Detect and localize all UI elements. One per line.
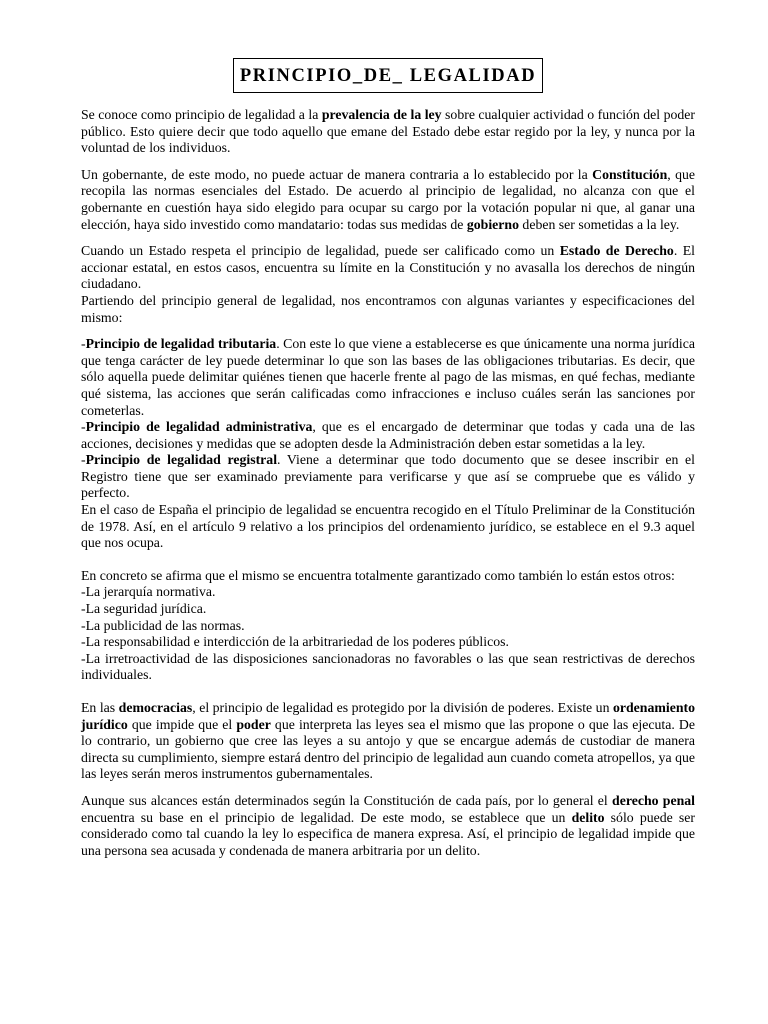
paragraph-garantias-intro: En concreto se afirma que el mismo se encuentra totalmente garantizado como también lo están estos otros:	[81, 567, 675, 583]
paragraph-legalidad-administrativa: -Principio de legalidad administrativa, que es el encargado de determinar que todas y cada una de las acciones, decisiones y medidas que se adopten desde la Administración deben estar sometidas a la ley.	[81, 419, 696, 451]
paragraph-estado-de-derecho: Cuando un Estado respeta el principio de legalidad, puede ser calificado como un Estado de Derecho. El accionar estatal, en estos casos, encuentra su límite en la Constitución y no avasalla los derechos de ningún ciudadano.	[81, 243, 695, 292]
garantias-list	[81, 584, 695, 684]
bold-term: democracias	[118, 700, 193, 715]
bold-term: ordenamiento jurídico	[81, 700, 695, 732]
paragraph-espana: En el caso de España el principio de legalidad se encuentra recogido en el Título Preliminar de la Constitución de 1978. Así, en el artículo 9 relativo a los principios del ordenamiento jurídico, se establece en el 9.3 aquel que nos ocupa.	[81, 502, 695, 551]
list-item: -La publicidad de las normas.	[81, 617, 245, 633]
paragraph-legalidad-registral: -Principio de legalidad registral. Viene a determinar que todo documento que se desee inscribir en el Registro tiene que ser examinado previamente para verificarse y que así se compruebe que es válido y perfecto.	[81, 452, 695, 501]
list-item: -La jerarquía normativa.	[81, 584, 216, 600]
bold-term: Constitución	[592, 166, 668, 182]
paragraph-definition: Se conoce como principio de legalidad a la prevalencia de la ley sobre cualquier actividad o función del poder público. Esto quiere decir que todo aquello que emane del Estado debe estar regido por la ley, y nunca por la voluntad de los individuos.	[81, 107, 695, 156]
bold-term: derecho penal	[612, 792, 695, 808]
bold-term: Principio de legalidad administrativa	[85, 419, 313, 435]
bold-term: Principio de legalidad registral	[85, 452, 278, 468]
title-container	[81, 58, 695, 93]
paragraph-legalidad-tributaria: -Principio de legalidad tributaria. Con este lo que viene a establecerse es que únicamente una norma jurídica que tenga carácter de ley puede determinar lo que son las bases de las obligaciones tributarias. Es decir, que sólo aquella puede delimitar quiénes tienen que hacerle frente al pago de las mismas, en qué fechas, mediante qué sistema, las acciones que serán calificadas como infracciones e incluso cuáles serán las sanciones por cometerlas.	[81, 336, 695, 418]
list-item: -La irretroactividad de las disposiciones sancionadoras no favorables o las que sean restrictivas de derechos individuales.	[81, 650, 695, 683]
document-page	[81, 58, 695, 859]
list-item: -La responsabilidad e interdicción de la arbitrariedad de los poderes públicos.	[81, 634, 509, 650]
bold-term: poder	[236, 716, 271, 732]
paragraph-derecho-penal: Aunque sus alcances están determinados según la Constitución de cada país, por lo general el derecho penal encuentra su base en el principio de legalidad. De este modo, se establece que un delito sólo puede ser considerado como tal cuando la ley lo especifica de manera expresa. Así, el principio de legalidad impide que una persona sea acusada y condenada de manera arbitraria por un delito.	[81, 792, 695, 858]
list-item: -La seguridad jurídica.	[81, 601, 207, 617]
document-title: PRINCIPIO_DE_ LEGALIDAD	[233, 58, 543, 93]
bold-term: delito	[571, 809, 605, 825]
bold-term: gobierno	[466, 216, 519, 232]
bold-term: Principio de legalidad tributaria	[85, 336, 277, 352]
paragraph-gobernante: Un gobernante, de este modo, no puede actuar de manera contraria a lo establecido por la Constitución, que recopila las normas esenciales del Estado. De acuerdo al principio de legalidad, no alcanza con que el gobernante en cuestión haya sido elegido para ocupar su cargo por la votación popular ni que, al ganar una elección, haya sido investido como mandatario: todas sus medidas de gobierno deben ser sometidas a la ley.	[81, 166, 695, 232]
paragraph-variantes-intro: Partiendo del principio general de legalidad, nos encontramos con algunas variantes y especificaciones del mismo:	[81, 292, 695, 325]
bold-term: Estado de Derecho	[559, 243, 674, 259]
bold-term: prevalencia de la ley	[321, 107, 442, 122]
paragraph-democracias: En las democracias, el principio de legalidad es protegido por la división de poderes. Existe un ordenamiento jurídico que impide que el poder que interpreta las leyes sea el mismo que las propone o que las ejecuta. De lo contrario, un gobierno que cree las leyes a su antojo y que se encargue además de custodiar de manera directa su cumplimiento, siempre estará dentro del principio de legalidad aun cuando cometa atropellos, ya que las leyes serán meros instrumentos gubernamentales.	[81, 700, 695, 782]
